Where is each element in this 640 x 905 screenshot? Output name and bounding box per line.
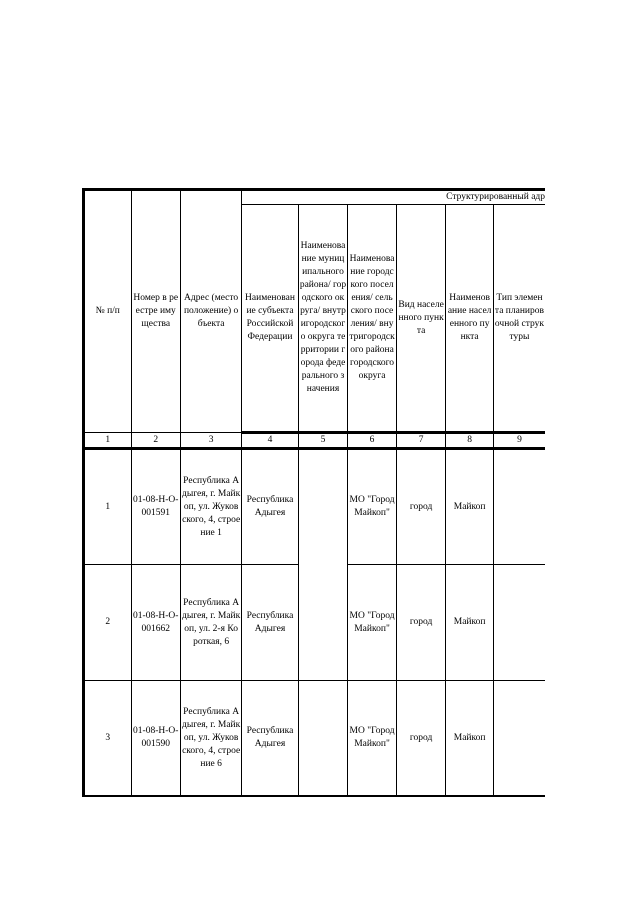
- element-type: [493, 565, 545, 681]
- col-header-settlement: Наименование городского поселения/ сельского поселения/ внутригородского района городского округа: [348, 205, 397, 433]
- registry-number: 01-08-Н-О-001591: [131, 449, 180, 565]
- locality-name: Майкоп: [446, 449, 494, 565]
- locality-type: город: [396, 565, 446, 681]
- col-header-subject: Наименование субъекта Российской Федерации: [242, 205, 298, 433]
- object-address: Республика Адыгея, г. Майкоп, ул. 2-я Короткая, 6: [180, 565, 241, 681]
- col-number: 7: [396, 433, 446, 449]
- subject-name: Республика Адыгея: [242, 681, 298, 797]
- settlement-name: МО "Город Майкоп": [348, 565, 397, 681]
- object-address: Республика Адыгея, г. Майкоп, ул. Жуковского, 4, строение 6: [180, 681, 241, 797]
- col-number: 3: [180, 433, 241, 449]
- municipal-district: [298, 449, 348, 681]
- header-row-1: [84, 190, 546, 205]
- col-number: 1: [84, 433, 132, 449]
- locality-type: город: [396, 681, 446, 797]
- row-index: 2: [84, 565, 132, 681]
- col-header-registry-number: Номер в реестре имущества: [131, 190, 180, 433]
- settlement-name: МО "Город Майкоп": [348, 681, 397, 797]
- col-number: 6: [348, 433, 397, 449]
- settlement-name: МО "Город Майкоп": [348, 449, 397, 565]
- group-header-structured-address: Структурированный адр: [242, 190, 545, 205]
- subject-name: Республика Адыгея: [242, 565, 298, 681]
- col-header-municipal-district: Наименование муниципального района/ городского округа/ внутригородского округа территории города федерального значения: [298, 205, 348, 433]
- locality-name: Майкоп: [446, 565, 494, 681]
- element-type: [493, 681, 545, 797]
- col-header-locality-type: Вид населенного пункта: [396, 205, 446, 433]
- municipal-district: [298, 681, 348, 797]
- register-sheet: [82, 188, 545, 797]
- row-index: 3: [84, 681, 132, 797]
- col-number: 2: [131, 433, 180, 449]
- col-number: 8: [446, 433, 494, 449]
- row-index: 1: [84, 449, 132, 565]
- subject-name: Республика Адыгея: [242, 449, 298, 565]
- locality-type: город: [396, 449, 446, 565]
- registry-number: 01-08-Н-О-001662: [131, 565, 180, 681]
- col-header-address: Адрес (местоположение) объекта: [180, 190, 241, 433]
- registry-number: 01-08-Н-О-001590: [131, 681, 180, 797]
- col-header-element-type: Тип элемента планировочной структуры: [493, 205, 545, 433]
- col-header-locality-name: Наименование населенного пункта: [446, 205, 494, 433]
- col-number: 4: [242, 433, 298, 449]
- col-number: 5: [298, 433, 348, 449]
- property-table: [82, 188, 545, 797]
- column-numbers-row: [84, 433, 546, 449]
- element-type: [493, 449, 545, 565]
- table-row: [84, 449, 546, 565]
- locality-name: Майкоп: [446, 681, 494, 797]
- col-header-index: № п/п: [84, 190, 132, 433]
- table-row: [84, 681, 546, 797]
- col-number: 9: [493, 433, 545, 449]
- object-address: Республика Адыгея, г. Майкоп, ул. Жуковского, 4, строение 1: [180, 449, 241, 565]
